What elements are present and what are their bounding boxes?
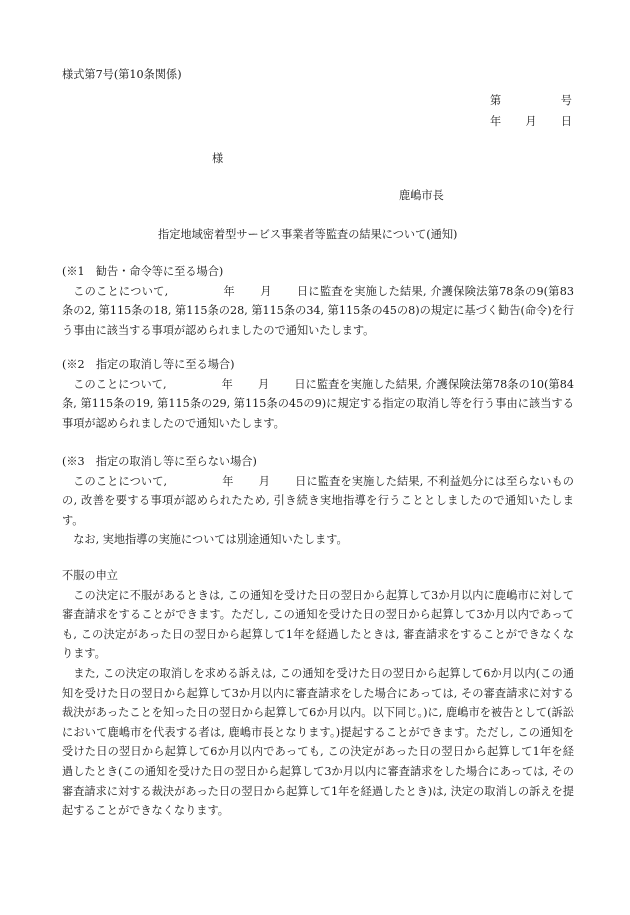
appeal-section — [62, 566, 574, 821]
section-heading: (※1 勧告・命令等に至る場合) — [62, 265, 224, 278]
section-no-revocation — [62, 452, 574, 550]
section-body — [62, 282, 574, 341]
document-title: 指定地域密着型サービス事業者等監査の結果について(通知) — [158, 228, 458, 241]
section-month: 月 — [258, 474, 271, 488]
issue-number-suffix: 号 — [560, 94, 572, 107]
section-month: 月 — [259, 284, 272, 298]
form-number: 様式第7号(第10条関係) — [62, 68, 182, 81]
issue-number-prefix: 第 — [490, 94, 502, 107]
section-recommendation — [62, 262, 574, 340]
section-body — [62, 472, 574, 531]
issue-date — [490, 113, 572, 129]
section-heading: (※2 指定の取消し等に至る場合) — [62, 358, 235, 371]
issue-date-month: 月 — [525, 115, 537, 128]
section-body-text: 日に監査を実施した結果, 介護保険法第78条の9(第83条の2, 第115条の18, 第115条の28, 第115条の34, 第115条の45の8)の規定に基づく勧告(命令)を行う事由に該当する事項が認められましたので通知いたします。 — [62, 284, 574, 337]
appeal-heading: 不服の申立 — [62, 569, 118, 582]
section-year: 年 — [221, 377, 233, 391]
issue-number — [490, 92, 572, 108]
issuer: 鹿嶋市長 — [399, 189, 444, 202]
section-body — [62, 375, 574, 434]
section-year: 年 — [222, 474, 234, 488]
issue-date-day: 日 — [560, 115, 572, 128]
addressee: 様 — [212, 152, 224, 165]
section-year: 年 — [223, 284, 235, 298]
section-lead: このことについて, — [73, 474, 168, 488]
section-lead: このことについて, — [73, 377, 167, 391]
section-heading: (※3 指定の取消し等に至らない場合) — [62, 455, 257, 468]
section-month: 月 — [257, 377, 270, 391]
issue-date-year: 年 — [490, 115, 502, 128]
section-body-text: 日に監査を実施した結果, 不利益処分には至らないものの, 改善を要する事項が認められたため, 引き続き実地指導を行うこととしましたので通知いたします。 — [62, 474, 574, 527]
section-body-text: 日に監査を実施した結果, 介護保険法第78条の10(第84条, 第115条の19, 第115条の29, 第115条の45の9)に規定する指定の取消し等を行う事由に該当する事項が認められましたので通知いたします。 — [62, 377, 574, 430]
appeal-paragraph-2: また, この決定の取消しを求める訴えは, この通知を受けた日の翌日から起算して6か月以内(この通知を受けた日の翌日から起算して3か月以内に審査請求をした場合にあっては, その審査請求に対する裁決があったことを知った日の翌日から起算して6か月以内。以下同じ。)に, 鹿嶋市を被告として(訴訟において鹿嶋市を代表する者は, 鹿嶋市長となります。)提起することができます。ただし, この通知を受けた日の翌日から起算して6か月以内であっても, この決定があった日の翌日から起算して1年を経過したとき(この通知を受けた日の翌日から起算して3か月以内に審査請求をした場合にあっては, その審査請求に対する裁決があった日の翌日から起算して1年を経過したとき)は, 決定の取消しの訴えを提起することができなくなります。 — [62, 666, 574, 818]
appeal-paragraph-1: この決定に不服があるときは, この通知を受けた日の翌日から起算して3か月以内に鹿嶋市に対して審査請求をすることができます。ただし, この通知を受けた日の翌日から起算して3か月以内であっても, この決定があった日の翌日から起算して1年を経過したときは, 審査請求をすることができなくなります。 — [62, 588, 574, 661]
section-note: なお, 実地指導の実施については別途通知いたします。 — [73, 533, 348, 547]
section-revocation — [62, 355, 574, 433]
section-lead: このことについて, — [73, 284, 169, 298]
